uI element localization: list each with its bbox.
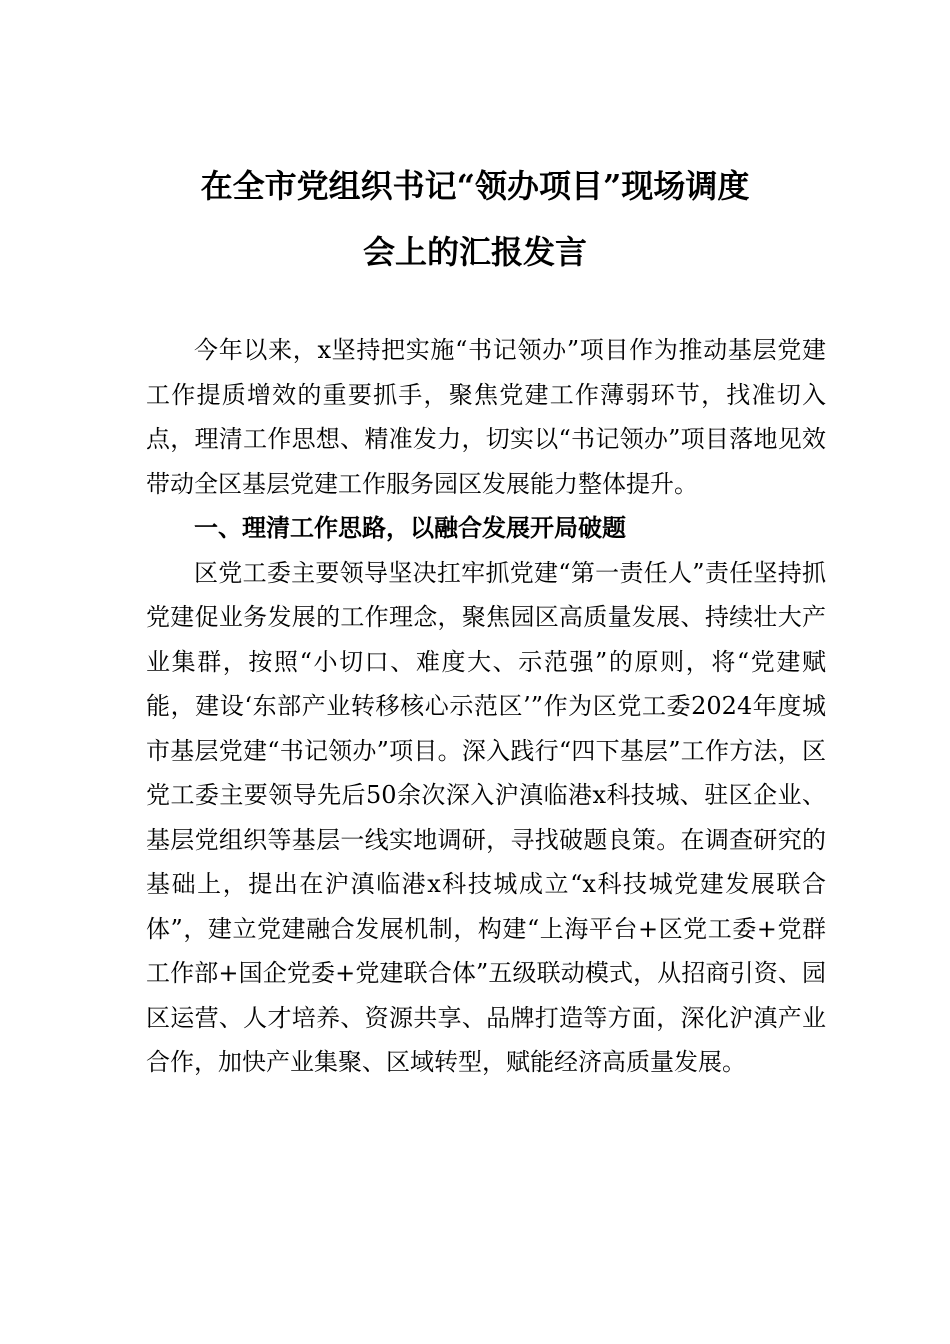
document-title-line-2: 会上的汇报发言 <box>362 233 587 271</box>
section-1-paragraph: 区党工委主要领导坚决扛牢抓党建“第一责任人”责任坚持抓党建促业务发展的工作理念，聚焦园区高质量发展、持续壮大产业集群，按照“小切口、难度大、示范强”的原则，将“党建赋能，建设‘东部产业转移核心示范区’”作为区党工委2024年度城市基层党建“书记领办”项目。深入践行“四下基层”工作方法，区党工委主要领导先后50余次深入沪滇临港x科技城、驻区企业、基层党组织等基层一线实地调研，寻找破题良策。在调查研究的基础上，提出在沪滇临港x科技城成立“x科技城党建发展联合体”，建立党建融合发展机制，构建“上海平台+区党工委+党群工作部+国企党委+党建联合体”五级联动模式，从招商引资、园区运营、人才培养、资源共享、品牌打造等方面，深化沪滇产业合作，加快产业集聚、区域转型，赋能经济高质量发展。 <box>146 558 826 1076</box>
intro-paragraph: 今年以来，x坚持把实施“书记领办”项目作为推动基层党建工作提质增效的重要抓手，聚焦党建工作薄弱环节，找准切入点，理清工作思想、精准发力，切实以“书记领办”项目落地见效带动全区基层党建工作服务园区发展能力整体提升。 <box>146 336 826 498</box>
document-body <box>146 328 826 1085</box>
section-heading-1: 一、理清工作思路，以融合发展开局破题 <box>194 514 626 542</box>
document-title-line-1: 在全市党组织书记“领办项目”现场调度 <box>200 167 750 205</box>
